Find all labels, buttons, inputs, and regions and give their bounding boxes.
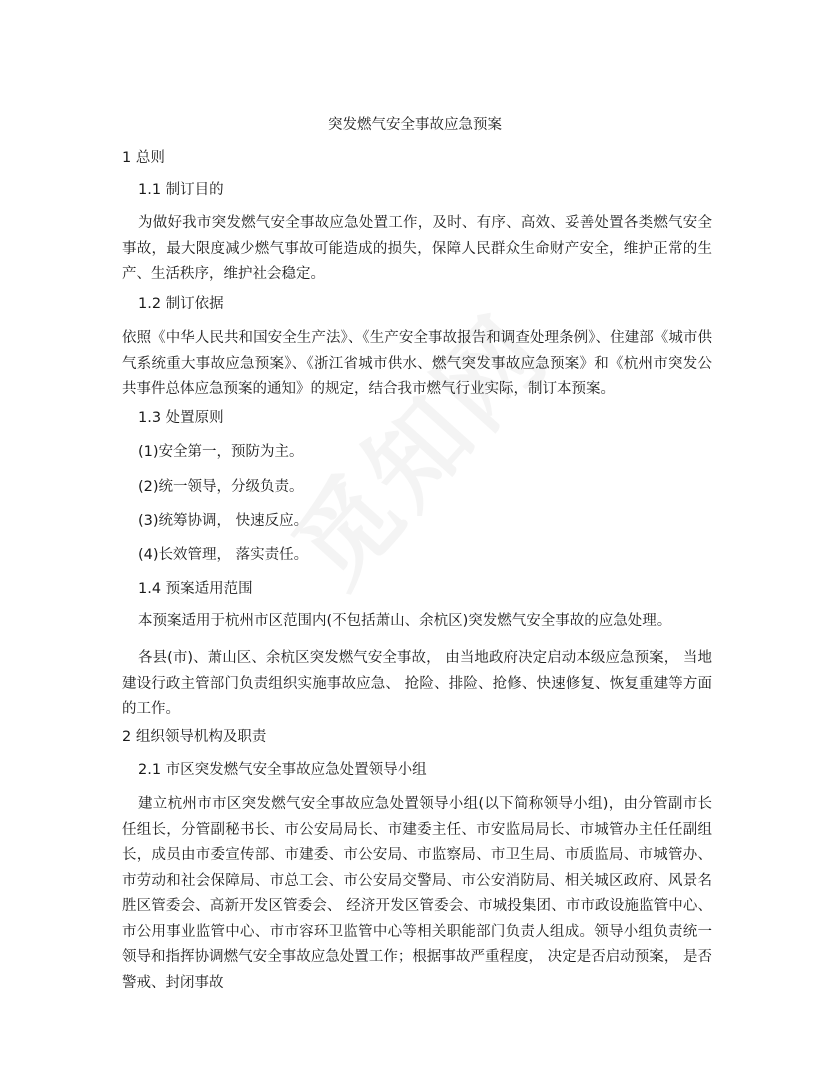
section-heading-1-4: 1.4 预案适用范围 — [138, 581, 253, 597]
principle-item-2: (2)统一领导，分级负责。 — [138, 479, 304, 495]
section-heading-1-2: 1.2 制订依据 — [138, 296, 224, 312]
section-heading-1-1: 1.1 制订目的 — [138, 182, 224, 198]
document-title: 突发燃气安全事故应急预案 — [328, 117, 502, 133]
paragraph-leadership-group: 建立杭州市市区突发燃气安全事故应急处置领导小组(以下简称领导小组)，由分管副市长任组长，分管副秘书长、市公安局局长、市建委主任、市安监局局长、市城管办主任任副组长，成员由市委宣传部、市建委、市公安局、市监察局、市卫生局、市质监局、市城管办、市劳动和社会保障局、市总工会、市公安局交警局、市公安消防局、相关城区政府、风景名胜区管委会、高新开发区管委会、 经济开发区管委会、市城投集团、市市政设施监管中心、市公用事业监管中心、市市容环卫监管中心等相关职能部门负责人组成。领导小组负责统一领导和指挥协调燃气安全事故应急处置工作；根据事故严重程度， 决定是否启动预案， 是否警戒、封闭事故 — [122, 796, 712, 991]
section-heading-1-3: 1.3 处置原则 — [138, 410, 224, 426]
principle-item-4: (4)长效管理， 落实责任。 — [138, 547, 309, 563]
principle-item-3: (3)统筹协调， 快速反应。 — [138, 513, 309, 529]
section-heading-2-1: 2.1 市区突发燃气安全事故应急处置领导小组 — [138, 762, 427, 778]
section-heading-1: 1 总则 — [122, 150, 165, 166]
principle-item-1: (1)安全第一，预防为主。 — [138, 444, 304, 460]
section-heading-2: 2 组织领导机构及职责 — [122, 729, 267, 745]
paragraph-purpose: 为做好我市突发燃气安全事故应急处置工作，及时、有序、高效、妥善处置各类燃气安全事故，最大限度减少燃气事故可能造成的损失，保障人民群众生命财产安全，维护正常的生产、生活秩序，维护社会稳定。 — [122, 215, 712, 282]
paragraph-basis: 依照《中华人民共和国安全生产法》、《生产安全事故报告和调查处理条例》、住建部《城市供气系统重大事故应急预案》、《浙江省城市供水、燃气突发事故应急预案》和《杭州市突发公共事件总体应急预案的通知》的规定，结合我市燃气行业实际，制订本预案。 — [122, 330, 712, 397]
paragraph-counties: 各县(市)、萧山区、余杭区突发燃气安全事故， 由当地政府决定启动本级应急预案， 当地建设行政主管部门负责组织实施事故应急、 抢险、排险、抢修、快速修复、恢复重建等方面的工作。 — [122, 650, 712, 717]
paragraph-scope: 本预案适用于杭州市区范围内(不包括萧山、余杭区)突发燃气安全事故的应急处理。 — [138, 613, 672, 629]
